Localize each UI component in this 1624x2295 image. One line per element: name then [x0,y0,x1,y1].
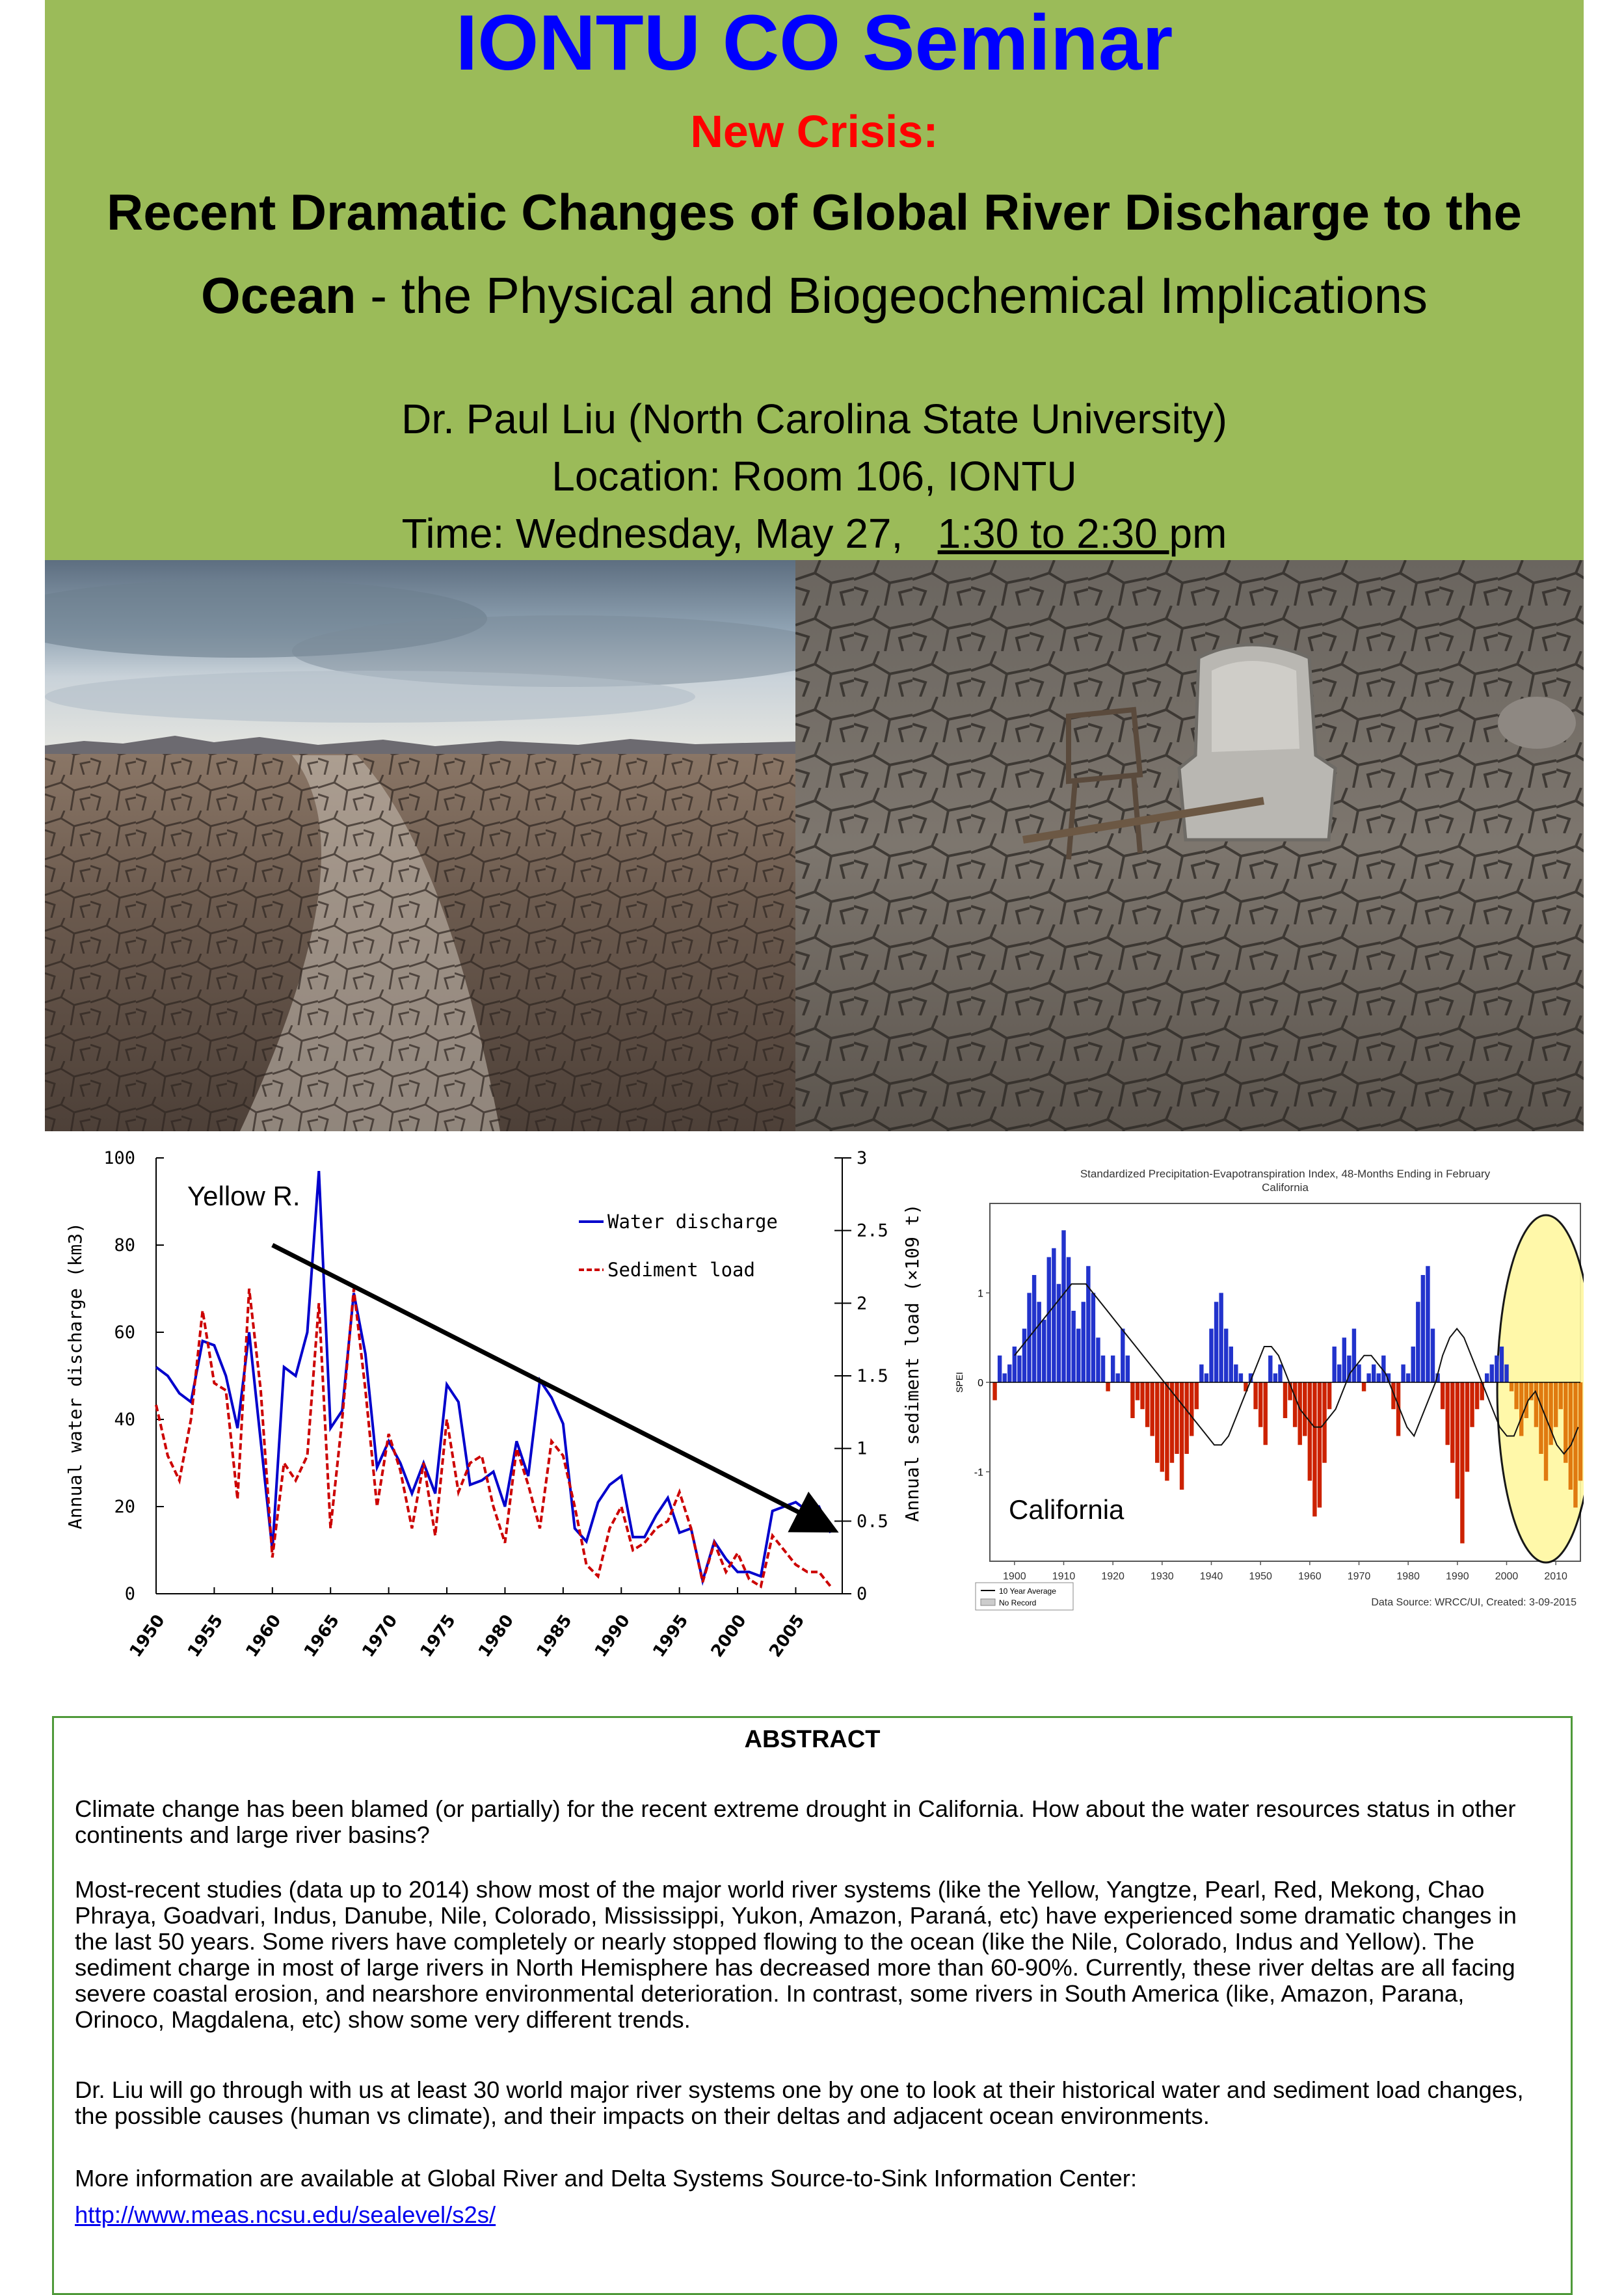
spei-subtitle: California [1262,1181,1309,1194]
y-tick-label: 20 [114,1497,135,1517]
x-tick-label: 1960 [242,1611,286,1661]
y-tick-label: 60 [114,1322,135,1343]
spei-bar [1578,1382,1582,1481]
spei-bar [1352,1329,1356,1383]
spei-bar [992,1382,996,1401]
y2-tick-label: 1 [857,1438,868,1459]
spei-bar [1327,1382,1331,1409]
spei-bar [1475,1382,1479,1409]
spei-bar [1155,1382,1159,1463]
spei-bar [1264,1382,1268,1445]
spei-bar [1544,1382,1548,1481]
spei-bar [1214,1302,1218,1382]
spei-bar [1042,1320,1046,1382]
abstract-paragraph-1: Climate change has been blamed (or partially) for the recent extreme drought in California. How about the water resources status in other continents and large river basins? [75,1795,1516,1848]
location-line: Location: Room 106, IONTU [552,453,1077,500]
seminar-header [45,0,1584,560]
spei-bar [1298,1382,1301,1445]
spei-bar [1180,1382,1184,1490]
s2s-info-link[interactable]: http://www.meas.ncsu.edu/sealevel/s2s/ [75,2201,496,2228]
spei-bar [1091,1293,1095,1383]
spei-bar [1037,1302,1041,1382]
spei-bar [1366,1373,1370,1382]
spei-bar [1293,1382,1297,1427]
x-tick-label: 1980 [475,1611,518,1661]
y2-tick-label: 1.5 [857,1366,888,1386]
crisis-heading: New Crisis: [690,106,938,157]
spei-bar [1082,1302,1085,1382]
spei-bar [1460,1382,1464,1544]
y2-tick-label: 0.5 [857,1511,888,1532]
spei-x-tick-label: 2000 [1495,1571,1519,1582]
spei-y-tick-label: 0 [978,1378,983,1389]
spei-bar [1573,1382,1577,1508]
y2-tick-label: 3 [857,1148,868,1168]
spei-bar [1337,1365,1341,1383]
spei-bar [1052,1248,1056,1382]
spei-bar [1145,1382,1149,1427]
time-line [45,505,1584,562]
spei-bar [1140,1382,1144,1409]
x-tick-label: 1975 [416,1611,460,1661]
spei-x-tick-label: 1980 [1396,1571,1420,1582]
abstract-paragraph-2: Most-recent studies (data up to 2014) show most of the major world river systems (like the Yellow, Yangtze, Pearl, Red, Mekong, Chao Phraya, Goadvari, Indus, Danube, Nile, Colorado, Mississippi, Yukon, Amazon, Paraná, etc) have experienced some dramatic changes in the last 50 years. Some rivers have completely or nearly stopped flowing to the ocean (like the Nile, Colorado, Indus and Yellow). The sediment charge in most of large rivers in North Hemisphere has decreased more than 60-90%. Currently, these river deltas are all facing severe coastal erosion, and nearshore environmental deterioration. In contrast, some rivers in South America (like, Amazon, Parana, Orinoco, Magdalena, etc) show some very different trends. [75,1876,1517,2033]
spei-bar [1308,1382,1312,1481]
spei-bar [1421,1275,1425,1382]
spei-bar [1377,1373,1381,1382]
spei-bar [998,1356,1002,1382]
spei-legend-norecord-swatch [981,1599,995,1605]
spei-bar [1253,1382,1257,1409]
spei-bar [1195,1382,1199,1409]
legend-label: Sediment load [607,1259,755,1281]
spei-bar [1569,1382,1573,1490]
spei-x-tick-label: 1970 [1347,1571,1371,1582]
spei-bar [1554,1382,1558,1427]
spei-bar [1165,1382,1169,1481]
chart-title: Yellow R. [187,1181,300,1211]
spei-bar [1539,1382,1543,1454]
spei-bar [1116,1373,1120,1382]
spei-bar [1258,1382,1262,1427]
spei-bar [1485,1373,1489,1382]
spei-bar [1175,1382,1178,1454]
spei-x-tick-label: 1990 [1446,1571,1469,1582]
spei-legend-label: No Record [999,1598,1037,1607]
speaker-line: Dr. Paul Liu (North Carolina State University) [401,396,1227,442]
spei-x-tick-label: 1950 [1249,1571,1272,1582]
abstract-heading: ABSTRACT [744,1726,881,1753]
spei-bar [1450,1382,1454,1463]
x-tick-label: 2000 [707,1611,751,1661]
y2-tick-label: 2 [857,1293,868,1314]
spei-bar [1086,1266,1090,1382]
spei-bar [1318,1382,1322,1508]
y2-axis-label: Annual sediment load (×109 t) [901,1203,923,1522]
yellow-river-chart [59,1145,956,1665]
x-tick-label: 1990 [591,1611,634,1661]
spei-bar [1411,1347,1415,1382]
spei-x-tick-label: 1920 [1101,1571,1125,1582]
spei-bar [1136,1382,1139,1401]
spei-x-tick-label: 1940 [1199,1571,1223,1582]
spei-bar [1209,1329,1213,1383]
x-tick-label: 1985 [533,1611,576,1661]
spei-bar [1500,1347,1504,1382]
spei-title: Standardized Precipitation-Evapotranspiration Index, 48-Months Ending in February [1080,1168,1491,1180]
x-tick-label: 2005 [765,1611,809,1661]
spei-bar [1205,1373,1208,1382]
spei-bar [1101,1356,1105,1382]
spei-bar [1150,1382,1154,1436]
x-tick-label: 1950 [126,1611,169,1661]
spei-bar [1559,1382,1563,1409]
dry-lakebed-photo [45,560,795,1131]
spei-bar [1342,1337,1346,1382]
abstract-paragraph-3: Dr. Liu will go through with us at least 30 world major river systems one by one to look at their historical water and sediment load changes, the possible causes (human vs climate), and their impacts on their deltas and adjacent ocean environments. [75,2076,1524,2129]
spei-bar [1067,1257,1071,1383]
spei-y-label: SPEI [954,1372,965,1393]
spei-bar [1071,1311,1075,1382]
spei-y-tick-label: 1 [978,1288,983,1300]
spei-bar [1111,1356,1115,1382]
spei-bar [1426,1266,1430,1382]
spei-x-tick-label: 1910 [1052,1571,1076,1582]
spei-bar [1199,1365,1203,1383]
time-range: 1:30 to 2:30 [937,510,1169,557]
spei-x-tick-label: 2010 [1544,1571,1567,1582]
spei-x-tick-label: 1900 [1003,1571,1026,1582]
spei-bar [1184,1382,1188,1454]
spei-bar [1332,1347,1336,1382]
spei-bar [1416,1302,1420,1382]
spei-bar [1445,1382,1449,1445]
event-details [45,390,1584,562]
spei-bar [1519,1382,1523,1436]
spei-bar [1372,1365,1376,1383]
trend-arrow [273,1245,831,1529]
spei-bar [1401,1365,1405,1383]
spei-bar [1441,1382,1444,1409]
spei-bar [1002,1373,1006,1382]
y-tick-label: 80 [114,1235,135,1255]
spei-bar [1047,1257,1051,1383]
spei-bar [1456,1382,1459,1499]
talk-title-sub: - the Physical and Biogeochemical Implications [356,267,1428,324]
spei-bar [1357,1365,1361,1383]
spei-bar [1268,1356,1272,1382]
spei-bar [1283,1382,1287,1418]
x-tick-label: 1965 [300,1611,343,1661]
spei-bar [1514,1382,1518,1409]
spei-bar [1061,1230,1065,1382]
seminar-title: IONTU CO Seminar [455,0,1173,87]
spei-bar [1017,1356,1021,1382]
time-prefix: Time: Wednesday, May 27, [401,510,938,557]
spei-y-tick-label: -1 [974,1467,983,1479]
spei-bar [1130,1382,1134,1418]
spei-x-tick-label: 1930 [1151,1571,1174,1582]
talk-title [71,170,1558,337]
abstract-box [52,1716,1573,2295]
y-tick-label: 40 [114,1410,135,1430]
spei-bar [1431,1329,1435,1383]
spei-bar [1465,1382,1469,1472]
talk-title-main: Recent Dramatic Changes of Global River Discharge to the Ocean [107,183,1522,324]
spei-bar [1013,1347,1017,1382]
y2-tick-label: 0 [857,1584,868,1604]
y-axis-label: Annual water discharge (km3) [64,1222,86,1530]
time-suffix: pm [1169,510,1227,557]
spei-bar [1470,1382,1474,1427]
y-tick-label: 0 [124,1584,135,1604]
spei-bar [1534,1382,1538,1427]
x-tick-label: 1995 [649,1611,693,1661]
spei-bar [1229,1347,1233,1382]
spei-bar [1239,1373,1243,1382]
sediment-load-line [156,1289,831,1587]
x-tick-label: 1970 [358,1611,402,1661]
spei-bar [1096,1337,1100,1382]
spei-bar [1303,1382,1307,1436]
spei-bar [1273,1373,1277,1382]
spei-x-tick-label: 1960 [1298,1571,1322,1582]
x-tick-label: 1955 [184,1611,228,1661]
y2-tick-label: 2.5 [857,1220,888,1241]
spei-bar [1495,1356,1498,1382]
spei-bar [1278,1365,1282,1383]
drought-chairs-photo [795,560,1584,1131]
legend-label: Water discharge [607,1211,778,1233]
spei-bar [1490,1365,1494,1383]
spei-source: Data Source: WRCC/UI, Created: 3-09-2015 [1371,1597,1577,1608]
spei-bar [1362,1382,1366,1391]
spei-bar [1510,1382,1513,1391]
spei-bar [1234,1365,1238,1383]
california-label: California [1009,1494,1125,1525]
spei-bar [1121,1329,1125,1383]
spei-bar [1126,1356,1130,1382]
spei-bar [1022,1329,1026,1383]
spei-bar [1106,1382,1110,1391]
spei-bar [1406,1373,1410,1382]
california-spei-chart [950,1163,1584,1631]
abstract-paragraph-4: More information are available at Global River and Delta Systems Source-to-Sink Information Center: [75,2165,1138,2192]
spei-bar [1504,1365,1508,1383]
spei-bar [1219,1293,1223,1383]
spei-bar [1160,1382,1164,1472]
spei-bar [1007,1365,1011,1383]
spei-bar [1224,1329,1228,1383]
spei-bar [1312,1382,1316,1516]
y-tick-label: 100 [103,1148,135,1168]
spei-legend-label: 10 Year Average [999,1587,1056,1596]
spei-bar [1076,1329,1080,1383]
spei-bar [1190,1382,1193,1436]
